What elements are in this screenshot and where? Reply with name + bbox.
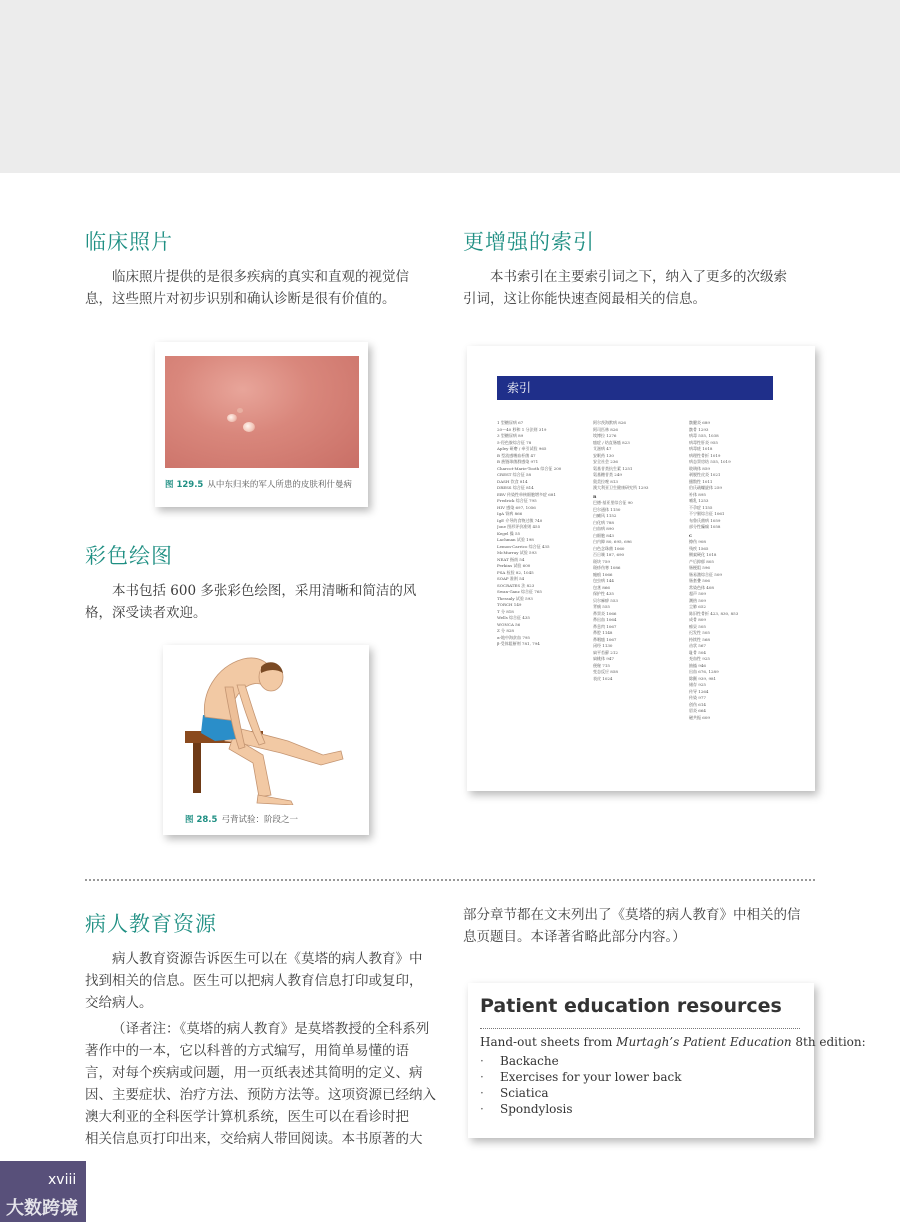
index-entry: DASH 饮食 814 <box>497 478 528 484</box>
color-drawing-figure-num: 图 28.5 <box>185 815 218 825</box>
pe-intro-post: 8th edition: <box>791 1035 866 1049</box>
index-entry: T 分 818 <box>497 608 514 614</box>
index-entry: 耻骨 504 <box>689 649 706 655</box>
patient-education-para-1 <box>85 948 441 1014</box>
index-entry: 出血 676, 1289 <box>689 669 719 674</box>
list-item[interactable] <box>480 1053 681 1069</box>
lesion-3 <box>237 408 243 413</box>
index-entry: TORCH 149 <box>497 602 522 607</box>
index-entry: SOAP 准则 54 <box>497 576 525 581</box>
index-entry: 病理性骨折 1019 <box>689 452 721 458</box>
index-entry: B 族链球菌群感染 971 <box>497 459 539 464</box>
enhanced-index-line-1: 本书索引在主要索引词之下，纳入了更多的次级索 <box>490 269 787 285</box>
index-entry: 除颤 939, 981 <box>689 675 717 681</box>
index-entry: 创伤 614 <box>689 701 706 707</box>
index-entry: 背痛 555 <box>593 604 610 609</box>
index-entry: 储存 925 <box>689 682 706 687</box>
index-entry: 贝尔麻痹 553 <box>593 597 618 603</box>
patient-education-list <box>480 1053 681 1117</box>
index-entry: Lachman 试验 198 <box>497 537 534 542</box>
index-entry: 传导 1264 <box>689 688 709 694</box>
index-entry: 奥美拉唑 813 <box>593 478 618 484</box>
index-entry: 包虫病 144 <box>593 578 614 583</box>
index-entry: 尘肺 652 <box>689 604 706 609</box>
index-entry: 产后抑郁 805 <box>689 558 714 564</box>
bullet-icon: · <box>480 1054 484 1068</box>
section-divider <box>85 879 815 881</box>
index-entry: 白内障 80, 695, 696 <box>593 539 632 544</box>
index-entry: 百日咳 187, 690 <box>593 552 625 557</box>
index-entry: EBV 传染性单核细胞增多症 681 <box>497 491 556 497</box>
pe-right-line-1: 部分章节都在文末列出了《莫塔的病人教育》中相关的信 <box>463 907 801 923</box>
list-item-label: Spondylosis <box>500 1102 573 1116</box>
pe-para2-line-4: 因、主要症状、治疗方法、预防方法等。这项资源已经纳入 <box>85 1087 436 1103</box>
index-entry: 癌症 / 结直肠癌 823 <box>593 439 630 445</box>
pe-para1-line-1: 病人教育资源告诉医生可以在《莫塔的病人教育》中 <box>112 951 423 967</box>
clinical-photo-card <box>155 342 368 507</box>
index-entry: 病毒疣 1018 <box>689 446 713 451</box>
index-entry: WONCA 56 <box>497 621 521 627</box>
index-entry: 白血病 890 <box>593 526 614 531</box>
clinical-photos-text <box>85 266 441 310</box>
index-entry: 鼻出血 1064 <box>593 617 617 622</box>
index-entry: 病毒 555, 1038 <box>689 433 719 438</box>
index-entry: 唇炎 664 <box>689 708 706 713</box>
index-letter-heading: C <box>689 532 693 538</box>
slump-test-illustration <box>163 645 369 805</box>
patient-education-box-rule <box>480 1028 800 1029</box>
index-entry: SOCRATES 法 823 <box>497 582 535 588</box>
index-entry: 鼻窦炎 1066 <box>593 610 617 616</box>
patient-education-box-intro <box>480 1035 866 1049</box>
list-item[interactable] <box>480 1101 681 1117</box>
pe-para1-line-2: 找到相关的信息。医生可以把病人教育信息打印或复印， <box>85 973 423 989</box>
index-entry: IgA 肾病 866 <box>497 511 523 516</box>
index-entry: Apley 研磨 / 牵引试验 965 <box>497 446 547 451</box>
list-item[interactable] <box>480 1069 681 1085</box>
index-entry: 肠套叠 506 <box>689 578 710 583</box>
index-entry: 残疾 1565 <box>689 545 709 551</box>
index-entry: 侧索硬化 1018 <box>689 552 717 557</box>
index-entry: 迟发性 505 <box>689 630 710 635</box>
index-entry: HIV 感染 697, 1056 <box>497 504 536 510</box>
index-entry: 巴尔通体 1150 <box>593 506 621 512</box>
pe-para2-line-1: （译者注：《莫塔的病人教育》是莫塔教授的全科系列 <box>112 1021 430 1037</box>
index-sample-card <box>467 346 815 791</box>
color-drawing-caption <box>185 813 298 825</box>
index-entry: 陈旧性骨折 423, 830, 853 <box>689 610 739 616</box>
pe-para2-line-5: 澳大利亚的全科医学计算机系统，医生可以在看诊时把 <box>85 1109 409 1125</box>
patient-education-para-2 <box>85 1018 441 1150</box>
index-entry: 病态窦房结 555, 1019 <box>689 459 731 464</box>
index-entry: 齿状 567 <box>689 643 706 648</box>
index-entry: α-地中海贫血 795 <box>497 634 530 640</box>
index-entry: 便秘 715 <box>593 662 610 668</box>
page-number: xviii <box>48 1172 77 1188</box>
pe-intro-pre: Hand-out sheets from <box>480 1035 617 1049</box>
index-entry: 阿司匹林 826 <box>593 426 618 432</box>
index-entry: 肠易激综合征 509 <box>689 571 722 577</box>
index-entry: 伯氏疏螺旋体 259 <box>689 485 722 490</box>
index-entry: 扁桃体 947 <box>593 656 614 661</box>
index-entry: 鼻息肉 1067 <box>593 623 617 629</box>
index-entry: 常染色体 408 <box>689 584 714 590</box>
lesion-2 <box>243 422 255 432</box>
index-entry: 剥脱性皮炎 1021 <box>689 472 721 477</box>
index-entry: 病毒性肝炎 955 <box>689 439 718 445</box>
patient-education-continued <box>463 904 819 948</box>
index-entry: 播散性 1011 <box>689 478 713 484</box>
patient-education-box <box>468 983 866 1138</box>
index-entry: 阿尔茨海默病 826 <box>593 420 626 425</box>
index-entry: 部分性癫痫 1058 <box>689 524 721 529</box>
index-entry: 氨基糖苷类 249 <box>593 472 622 477</box>
index-entry: 不宁腿综合征 1061 <box>689 511 725 516</box>
clinical-photo-figure-num: 图 129.5 <box>165 480 204 490</box>
index-column-3 <box>689 420 779 721</box>
enhanced-index-heading: 更增强的索引 <box>463 230 595 254</box>
top-band <box>0 0 900 173</box>
watermark: 大数跨境 <box>6 1198 78 1219</box>
index-entry: 不孕症 1155 <box>689 504 713 510</box>
index-entry: Jone 图形评价准则 455 <box>497 524 541 529</box>
index-entry: 鼻咽癌 1067 <box>593 636 617 642</box>
color-drawings-heading: 彩色绘图 <box>85 544 173 568</box>
pe-para2-line-6: 相关信息页打印出来，交给病人带回阅读。本书原著的大 <box>85 1131 423 1147</box>
index-entry: Lemon-Carrico 综合征 435 <box>497 543 550 549</box>
index-entry: 巴德-基亚里综合征 90 <box>593 500 633 505</box>
list-item-label: Sciatica <box>500 1086 549 1100</box>
index-column-1 <box>497 420 587 648</box>
color-drawing-caption-text: 弓背试验：阶段之一 <box>221 815 298 825</box>
index-entry: PSA 检验 82, 1045 <box>497 569 534 575</box>
bullet-icon: · <box>480 1102 484 1116</box>
index-entry: 哺乳 1253 <box>689 498 709 503</box>
clinical-photos-line-2: 息，这些照片对初步识别和确认诊断是很有价值的。 <box>85 291 396 307</box>
pe-right-line-2: 息页题目。本译著省略此部分内容。） <box>463 929 686 945</box>
pe-para2-line-2: 著作中的一本，它以科普的方式编写，用简单易懂的语 <box>85 1043 409 1059</box>
index-entry: 变态反应 858 <box>593 669 618 674</box>
index-entry: 艾滋病 47 <box>593 446 612 451</box>
index-entry: 斑疹伤寒 1086 <box>593 565 621 570</box>
index-entry: 5-羟色胺综合征 78 <box>497 439 532 445</box>
index-entry: 白化病 788 <box>593 519 614 525</box>
index-entry: 磁共振 609 <box>689 714 710 720</box>
index-entry: 斑块 759 <box>593 558 610 564</box>
index-entry: 20～40 秒和 1 分法则 319 <box>497 426 547 432</box>
clinical-photos-line-1: 临床照片提供的是很多疾病的真实和直观的视觉信 <box>112 269 409 285</box>
index-entry: 髌骨 1293 <box>689 426 709 432</box>
index-entry: 髌腱炎 689 <box>689 420 710 425</box>
index-entry: McMurray 试验 593 <box>497 550 537 555</box>
color-drawings-line-2: 格，深受读者欢迎。 <box>85 605 207 621</box>
enhanced-index-text <box>463 266 819 310</box>
index-entry: CREST 综合征 58 <box>497 472 532 477</box>
index-entry: 白色念珠菌 1060 <box>593 545 625 551</box>
clinical-photo-image <box>165 356 359 468</box>
index-entry: Perkins 试验 600 <box>497 563 531 568</box>
index-entry: 安眠药 130 <box>593 452 614 458</box>
bullet-icon: · <box>480 1070 484 1084</box>
index-entry: 表皮 1024 <box>593 675 613 681</box>
pe-intro-book-title: Murtagh’s Patient Education <box>616 1035 792 1049</box>
index-entry: 超声 509 <box>689 591 706 596</box>
index-entry: Kegel 操 55 <box>497 530 521 536</box>
pe-para2-line-3: 言，对每个疾病或问题，用一页纸表述其简明的定义、病 <box>85 1065 423 1081</box>
index-entry: 肠梗阻 596 <box>689 565 710 570</box>
index-entry: 玻璃体 859 <box>689 465 710 471</box>
index-entry: β-受体阻断剂 781, 794 <box>497 641 540 646</box>
color-drawings-line-1: 本书包括 600 多张彩色绘图，采用清晰和简洁的风 <box>112 583 417 599</box>
index-entry: 白细胞 843 <box>593 532 614 538</box>
index-entry: NEAT 指南 54 <box>497 556 525 562</box>
clinical-photos-heading: 临床照片 <box>85 230 173 254</box>
index-entry: 鼻腔 1148 <box>593 630 613 635</box>
index-entry: 扁平苔藓 212 <box>593 649 618 655</box>
index-entry: Charcot-Marie-Tooth 综合征 200 <box>497 465 562 471</box>
index-entry: IgE 介导的食物过敏 740 <box>497 517 543 523</box>
list-item[interactable] <box>480 1085 681 1101</box>
bullet-icon: · <box>480 1086 484 1100</box>
index-entry: 闭经 1130 <box>593 643 613 648</box>
index-letter-heading: B <box>593 493 597 499</box>
index-entry: 包茎 866 <box>593 584 610 590</box>
index-entry: Swan-Ganz 综合征 765 <box>497 589 542 594</box>
index-entry: 潮热 509 <box>689 597 706 603</box>
index-entry: 氨基苷类抗生素 1251 <box>593 465 633 471</box>
index-entry: 3 型糖尿病 89 <box>497 433 524 438</box>
index-entry: 保护性 435 <box>593 591 614 596</box>
index-entry: B 型流感嗜血杆菌 47 <box>497 452 536 458</box>
patient-education-heading: 病人教育资源 <box>85 912 217 936</box>
index-entry: 白癜风 1152 <box>593 513 617 518</box>
index-entry: 充血性 925 <box>689 656 710 661</box>
index-entry: 持续性 568 <box>689 636 710 642</box>
index-entry: 布鲁氏菌病 1059 <box>689 517 721 523</box>
pe-para1-line-3: 交给病人。 <box>85 995 153 1011</box>
enhanced-index-line-2: 引词，这让你能快速查阅最相关的信息。 <box>463 291 706 307</box>
index-entry: Z 分 828 <box>497 628 514 633</box>
index-entry: Fredrick 综合征 795 <box>497 498 537 503</box>
index-entry: Wells 综合征 435 <box>497 615 530 620</box>
clinical-photo-caption <box>165 478 352 490</box>
index-entry: DRESS 综合征 814 <box>497 485 534 490</box>
index-entry: 补体 895 <box>689 491 706 497</box>
index-entry: 成骨 809 <box>689 617 706 622</box>
lesion-1 <box>227 414 237 422</box>
patient-education-box-title: Patient education resources <box>480 995 782 1017</box>
color-drawings-text <box>85 580 441 624</box>
index-entry: 埃博拉 1276 <box>593 433 617 438</box>
index-entry: 1 型糖尿病 67 <box>497 420 524 425</box>
index-entry: 瘢痕 1066 <box>593 571 613 577</box>
index-title-bar: 索引 <box>497 376 773 400</box>
index-column-2 <box>593 420 683 682</box>
index-entry: 传染 977 <box>689 695 706 700</box>
list-item-label: Exercises for your lower back <box>500 1070 682 1084</box>
index-entry: 抽搐 946 <box>689 662 706 668</box>
index-entry: Thessaly 试验 593 <box>497 595 533 601</box>
color-drawing-card <box>163 645 369 835</box>
index-entry: 痴呆 505 <box>689 623 706 629</box>
index-entry: 安全社会 236 <box>593 459 618 464</box>
list-item-label: Backache <box>500 1054 559 1068</box>
index-entry: 澳大利亚卫生健康研究所 1293 <box>593 485 649 490</box>
clinical-photo-caption-text: 从中东归来的军人所患的皮肤利什曼病 <box>207 480 352 490</box>
index-entry: 擦伤 908 <box>689 539 706 544</box>
